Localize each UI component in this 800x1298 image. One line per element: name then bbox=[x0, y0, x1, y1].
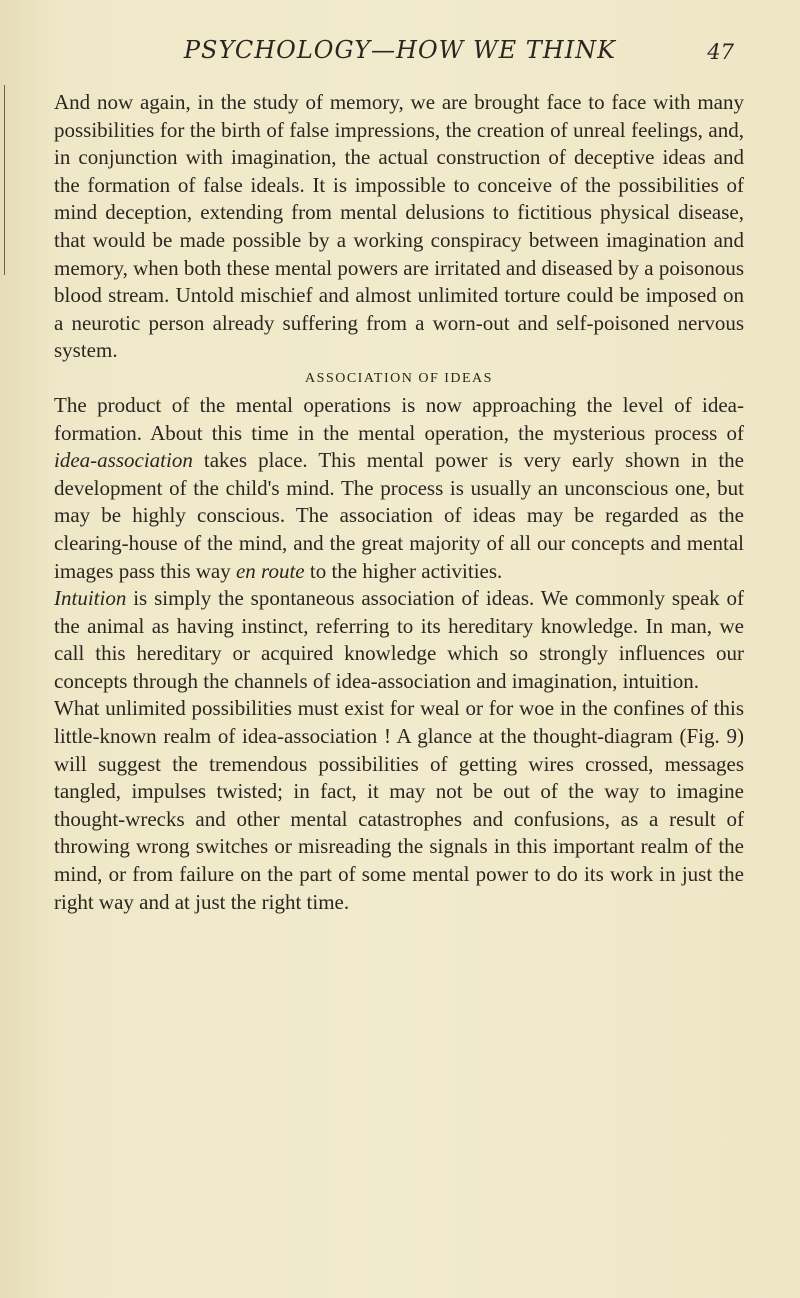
paragraph-idea-formation-text-2: takes place. This mental power is very early shown in the development of the child's mind. The process is usually an unconscious one, but may be highly conscious. The association of ideas may be regarded as the clearing-house of the mind, and the great majority of all our concepts and mental images pass this way bbox=[54, 448, 744, 583]
paragraph-idea-formation-text-3: to the higher activities. bbox=[304, 558, 503, 583]
running-head bbox=[0, 36, 800, 76]
paragraph-intuition-text: is simply the spontaneous association of ideas. We commonly speak of the animal as having instinct, referring to its hereditary knowledge. In man, we call this hereditary or acquired knowledge which so strongly influences our concepts through the channels of idea-association and imagination, intuition. bbox=[54, 586, 744, 693]
body-text bbox=[54, 89, 744, 916]
paragraph-intuition bbox=[54, 585, 744, 695]
term-intuition: Intuition bbox=[54, 586, 127, 611]
term-en-route: en route bbox=[235, 558, 305, 583]
running-head-title: PSYCHOLOGY—HOW WE THINK bbox=[183, 36, 617, 64]
paragraph-memory: And now again, in the study of memory, we are brought face to face with many possibilities for the birth of false impressions, the creation of unreal feelings, and, in conjunction with imagination, the actual construction of deceptive ideas and the formation of false ideals. It is impossible to conceive of the possibilities of mind deception, extending from mental delusions to fictitious physical disease, that would be made possible by a working conspiracy between imagination and memory, when both these mental powers are irritated and diseased by a poisonous blood stream. Untold mischief and almost unlimited torture could be imposed on a neurotic person already suffering from a worn-out and self-poisoned nervous system. bbox=[54, 90, 744, 363]
section-heading: ASSOCIATION OF IDEAS bbox=[305, 370, 493, 386]
paragraph-idea-formation bbox=[54, 392, 744, 585]
paragraph-idea-formation-text-1: The product of the mental operations is now approaching the level of idea-formation. About this time in the mental operation, the mysterious process of bbox=[54, 392, 744, 445]
page-number: 47 bbox=[707, 40, 734, 64]
term-idea-association: idea-association bbox=[54, 448, 193, 473]
paragraph-possibilities: What unlimited possibilities must exist for weal or for woe in the confines of this little-known realm of idea-association ! A glance at the thought-diagram (Fig. 9) will suggest the tremendous possibilities of getting wires crossed, messages tangled, impulses twisted; in fact, it may not be out of the way to imagine thought-wrecks and other mental catastrophes and confusions, as a result of throwing wrong switches or misreading the signals in this important realm of the mind, or from failure on the part of some mental power to do its work in just the right way and at just the right time. bbox=[54, 696, 744, 914]
margin-rule bbox=[4, 85, 5, 275]
